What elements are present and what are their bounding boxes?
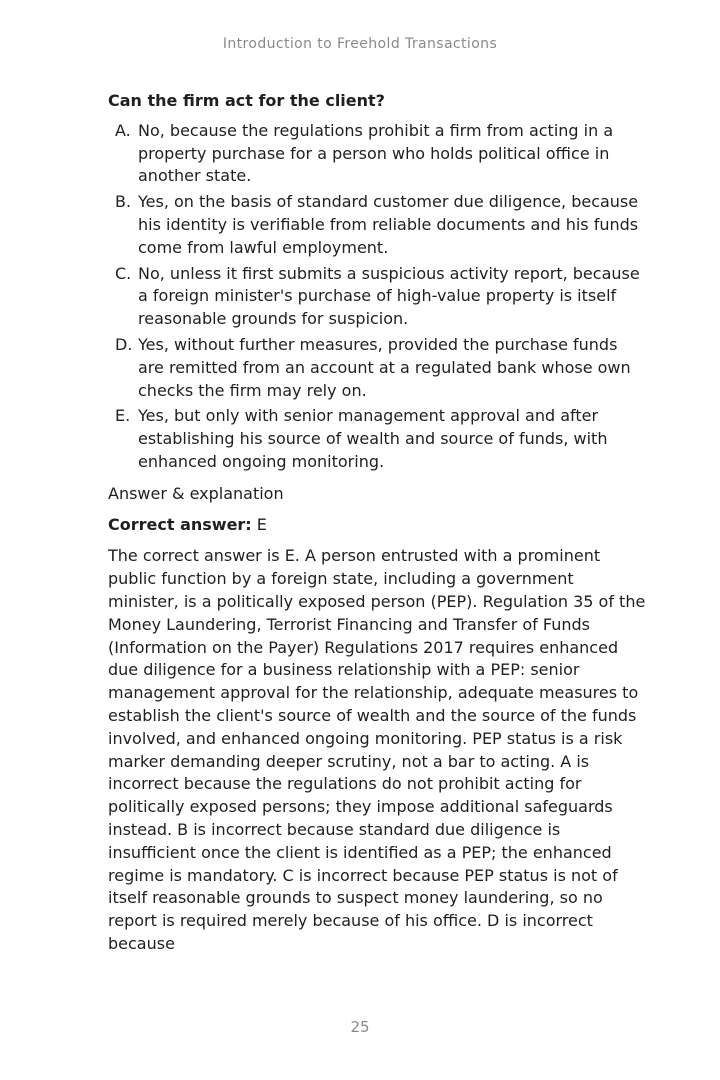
correct-answer-value: E: [256, 514, 267, 534]
option-letter: B.: [115, 192, 132, 212]
option-text: No, because the regulations prohibit a firm from acting in a property purchase for a person who holds political office in another state.: [138, 120, 614, 186]
explanation-text: The correct answer is E. A person entrusted with a prominent public function by a foreign state, including a government minister, is a politically exposed person (PEP). Regulation 35 of the Money Laundering, Terrorist Financing and Transfer of Funds (Information on the Payer) Regulations 2017 requires enhanced due diligence for a business relationship with a PEP: senior management approval for the relationship, adequate measures to establish the client's source of wealth and the source of the funds involved, and enhanced ongoing monitoring. PEP status is a risk marker demanding deeper scrutiny, not a bar to acting. A is incorrect because the regulations do not prohibit acting for politically exposed persons; they impose additional safeguards instead. B is incorrect because standard due diligence is insufficient once the client is identified as a PEP; the enhanced regime is mandatory. C is incorrect because PEP status is not of itself reasonable grounds to suspect money laundering, so no report is required merely because of his office. D is incorrect because: [108, 546, 646, 953]
answer-explanation-heading: Answer & explanation: [108, 483, 284, 503]
option-text: Yes, without further measures, provided the purchase funds are remitted from an account at a regulated bank whose own checks the firm may rely on.: [138, 334, 631, 400]
answer-options: [108, 120, 648, 474]
option-d: [108, 334, 648, 402]
option-a: [108, 120, 648, 188]
option-c: [108, 263, 648, 331]
page-content: [108, 90, 648, 956]
option-text: No, unless it first submits a suspicious activity report, because a foreign minister's purchase of high-value property is itself reasonable grounds for suspicion.: [138, 263, 640, 329]
option-b: [108, 191, 648, 259]
correct-answer: [108, 514, 648, 537]
option-letter: E.: [115, 406, 131, 426]
option-text: Yes, on the basis of standard customer due diligence, because his identity is verifiable from reliable documents and his funds come from lawful employment.: [138, 192, 639, 257]
option-letter: D.: [115, 334, 133, 354]
option-text: Yes, but only with senior management approval and after establishing his source of wealth and source of funds, with enhanced ongoing monitoring.: [138, 406, 608, 471]
correct-answer-label: Correct answer:: [108, 514, 252, 534]
option-letter: A.: [115, 120, 131, 140]
question-text: Can the firm act for the client?: [108, 91, 385, 110]
option-e: [108, 405, 648, 473]
option-letter: C.: [115, 263, 132, 283]
running-header: Introduction to Freehold Transactions: [222, 36, 498, 52]
page-number: 25: [350, 1018, 370, 1036]
